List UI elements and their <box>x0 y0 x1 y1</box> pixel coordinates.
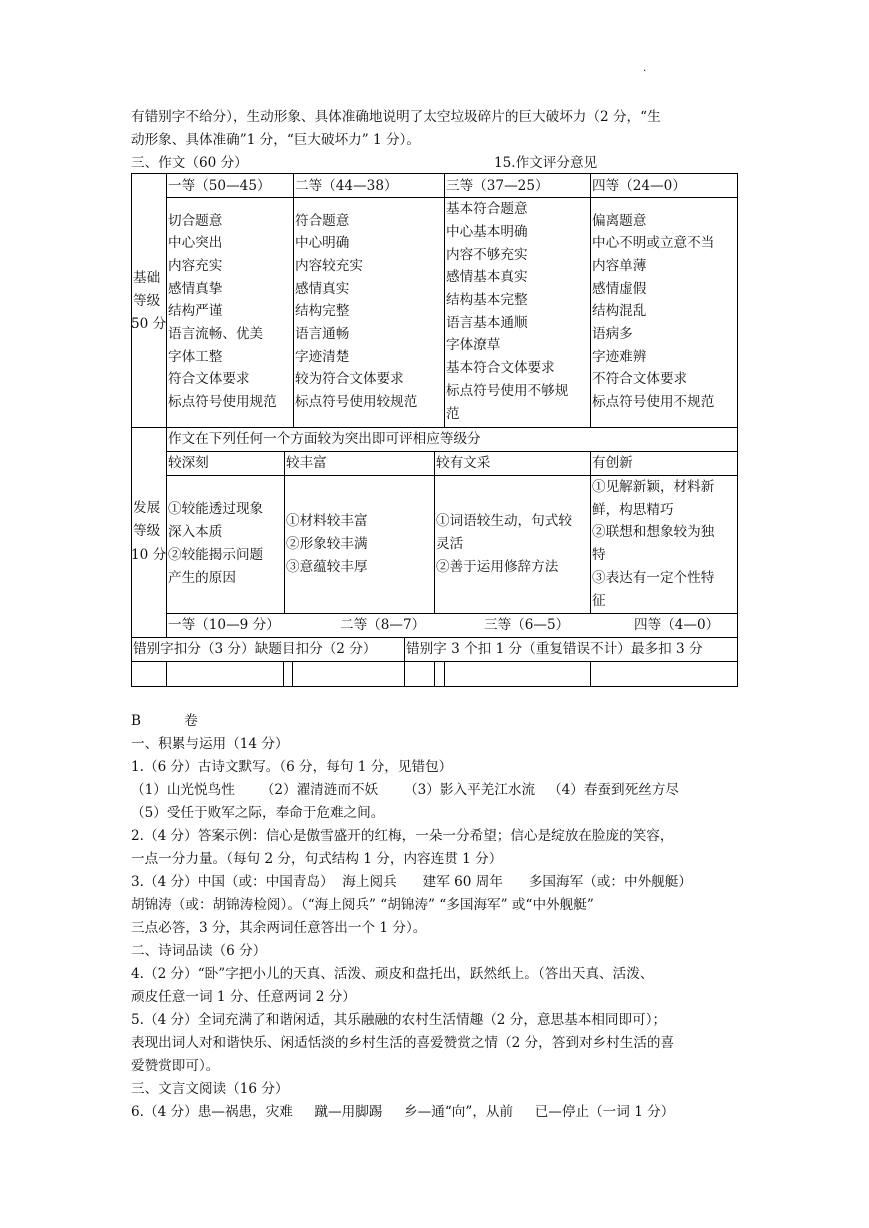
criterion: 语病多 <box>592 326 633 342</box>
criterion: 感情真实 <box>295 281 350 297</box>
answer-line: （1）山光悦鸟性 （2）濯清涟而不妖 （3）影入平羌江水流 （4）春蚕到死丝方尽 <box>131 782 680 798</box>
criterion: 内容不够充实 <box>446 247 528 263</box>
criterion: ②较能揭示问题 <box>168 547 264 563</box>
criterion: 不符合文体要求 <box>592 371 688 387</box>
criterion: 感情真挚 <box>168 281 223 297</box>
criterion: 范 <box>446 406 460 422</box>
grade-head: 四等（24—0） <box>592 178 686 194</box>
criterion: 较为符合文体要求 <box>295 371 404 387</box>
answer-line: 胡锦涛（或：胡锦涛检阅）。（“海上阅兵” “胡锦涛” “多国海军” 或“中外舰艇” <box>131 897 594 913</box>
criterion: 偏离题意 <box>592 213 647 229</box>
criterion: ①材料较丰富 <box>286 513 368 529</box>
criterion: ①见解新颖，材料新 <box>592 479 715 495</box>
answer-line: （5）受任于败军之际，奉命于危难之间。 <box>131 805 385 821</box>
deduction-left: 错别字扣分（3 分）缺题目扣分（2 分） <box>133 641 377 657</box>
criterion: 语言流畅、优美 <box>168 326 264 342</box>
criterion: 结构基本完整 <box>446 292 528 308</box>
deduction-right: 错别字 3 个扣 1 分（重复错误不计）最多扣 3 分 <box>406 641 703 657</box>
criterion: ③意蕴较丰厚 <box>286 559 368 575</box>
dev-label: 等级 <box>133 523 161 539</box>
section-b-title: B 卷 <box>131 713 198 729</box>
criterion: ②形象较丰满 <box>286 536 368 552</box>
criterion: 特 <box>592 547 606 563</box>
section-heading: 三、文言文阅读（16 分） <box>131 1081 289 1097</box>
dev-col-head: 较有文采 <box>436 455 491 471</box>
criterion: 内容单薄 <box>592 258 647 274</box>
criterion: 标点符号使用规范 <box>168 394 277 410</box>
criterion: 基本符合题意 <box>446 201 528 217</box>
answer-line: 3.（4 分）中国（或：中国青岛） 海上阅兵 建军 60 周年 多国海军（或：中外舰艇） <box>131 874 692 890</box>
criterion: 语言基本通顺 <box>446 315 528 331</box>
grade-head: 一等（50—45） <box>168 178 271 194</box>
section-heading: 二、诗词品读（6 分） <box>131 943 267 959</box>
section-heading: 一、积累与运用（14 分） <box>131 736 289 752</box>
section-title: 三、作文（60 分） <box>131 155 248 171</box>
answer-line: 一点一分力量。（每句 2 分，句式结构 1 分，内容连贯 1 分） <box>131 851 503 867</box>
answer-line: 爱赞赏即可）。 <box>131 1058 220 1074</box>
criterion: 结构严谨 <box>168 303 223 319</box>
dev-col-head: 有创新 <box>592 455 633 471</box>
criterion: ①较能透过现象 <box>168 501 264 517</box>
criterion: ②联想和想象较为独 <box>592 524 715 540</box>
criterion: 鲜，构思精巧 <box>592 502 674 518</box>
criterion: 中心明确 <box>295 235 350 251</box>
answer-line: 有错别字不给分），生动形象、具体准确地说明了太空垃圾碎片的巨大破坏力（2 分，“生 <box>131 109 661 125</box>
criterion: 中心不明或立意不当 <box>592 235 715 251</box>
answer-line: 1.（6 分）古诗文默写。（6 分，每句 1 分，见错包） <box>131 759 453 775</box>
dev-grade: 四等（4—0） <box>634 617 720 633</box>
criterion: ③表达有一定个性特 <box>592 570 715 586</box>
criterion: 征 <box>592 593 606 609</box>
grade-head: 三等（37—25） <box>446 178 549 194</box>
dev-col-head: 较丰富 <box>286 455 327 471</box>
dev-col-head: 较深刻 <box>168 455 209 471</box>
dev-grade: 二等（8—7） <box>340 617 426 633</box>
criterion: 符合题意 <box>295 213 350 229</box>
criterion: 字体潦草 <box>446 337 501 353</box>
header-dot: · <box>643 66 647 77</box>
criterion: 结构混乱 <box>592 303 647 319</box>
answer-line: 三点必答，3 分，其余两词任意答出一个 1 分）。 <box>131 920 427 936</box>
criterion: 基本符合文体要求 <box>446 360 555 376</box>
answer-line: 顽皮任意一词 1 分、任意两词 2 分） <box>131 989 356 1005</box>
criterion: 中心突出 <box>168 235 223 251</box>
criterion: 标点符号使用不够规 <box>446 383 569 399</box>
criterion: 内容较充实 <box>295 258 363 274</box>
criterion: 标点符号使用较规范 <box>295 394 418 410</box>
criterion: 结构完整 <box>295 303 350 319</box>
criterion: 内容充实 <box>168 258 223 274</box>
criterion: 中心基本明确 <box>446 224 528 240</box>
essay-heading: 15.作文评分意见 <box>494 155 598 171</box>
dev-label: 10 分 <box>131 547 167 563</box>
answer-line: 动形象、具体准确”1 分，“巨大破坏力” 1 分）。 <box>131 132 420 148</box>
criterion: 字迹难辨 <box>592 349 647 365</box>
dev-grade: 一等（10—9 分） <box>168 617 280 633</box>
criterion: 灵活 <box>436 536 464 552</box>
criterion: 字迹清楚 <box>295 349 350 365</box>
criterion: 感情基本真实 <box>446 269 528 285</box>
basic-label: 基础 <box>133 270 161 286</box>
criterion: ②善于运用修辞方法 <box>436 559 559 575</box>
basic-label: 50 分 <box>131 316 167 332</box>
answer-line: 6.（4 分）患—祸患，灾难 蹴—用脚踢 乡—通“向”，从前 已—停止（一词 1 分） <box>131 1104 675 1120</box>
grade-head: 二等（44—38） <box>295 178 398 194</box>
criterion: ①词语较生动，句式较 <box>436 513 572 529</box>
criterion: 切合题意 <box>168 213 223 229</box>
criterion: 感情虚假 <box>592 281 647 297</box>
answer-line: 表现出词人对和谐快乐、闲适恬淡的乡村生活的喜爱赞赏之情（2 分，答到对乡村生活的喜 <box>131 1035 675 1051</box>
dev-grade: 三等（6—5） <box>484 617 570 633</box>
criterion: 产生的原因 <box>168 570 236 586</box>
criterion: 深入本质 <box>168 524 223 540</box>
criterion: 语言通畅 <box>295 326 350 342</box>
dev-label: 发展 <box>133 500 161 516</box>
answer-line: 4.（2 分）“卧”字把小儿的天真、活泼、顽皮和盘托出，跃然纸上。（答出天真、活泼、 <box>131 966 654 982</box>
answer-line: 5.（4 分）全词充满了和谐闲适，其乐融融的农村生活情趣（2 分，意思基本相同即可）； <box>131 1012 667 1028</box>
basic-label: 等级 <box>133 293 161 309</box>
dev-intro: 作文在下列任何一个方面较为突出即可评相应等级分 <box>168 431 481 447</box>
answer-line: 2.（4 分）答案示例：信心是傲雪盛开的红梅，一朵一分希望；信心是绽放在脸庞的笑容， <box>131 828 674 844</box>
criterion: 符合文体要求 <box>168 371 250 387</box>
criterion: 标点符号使用不规范 <box>592 394 715 410</box>
criterion: 字体工整 <box>168 349 223 365</box>
